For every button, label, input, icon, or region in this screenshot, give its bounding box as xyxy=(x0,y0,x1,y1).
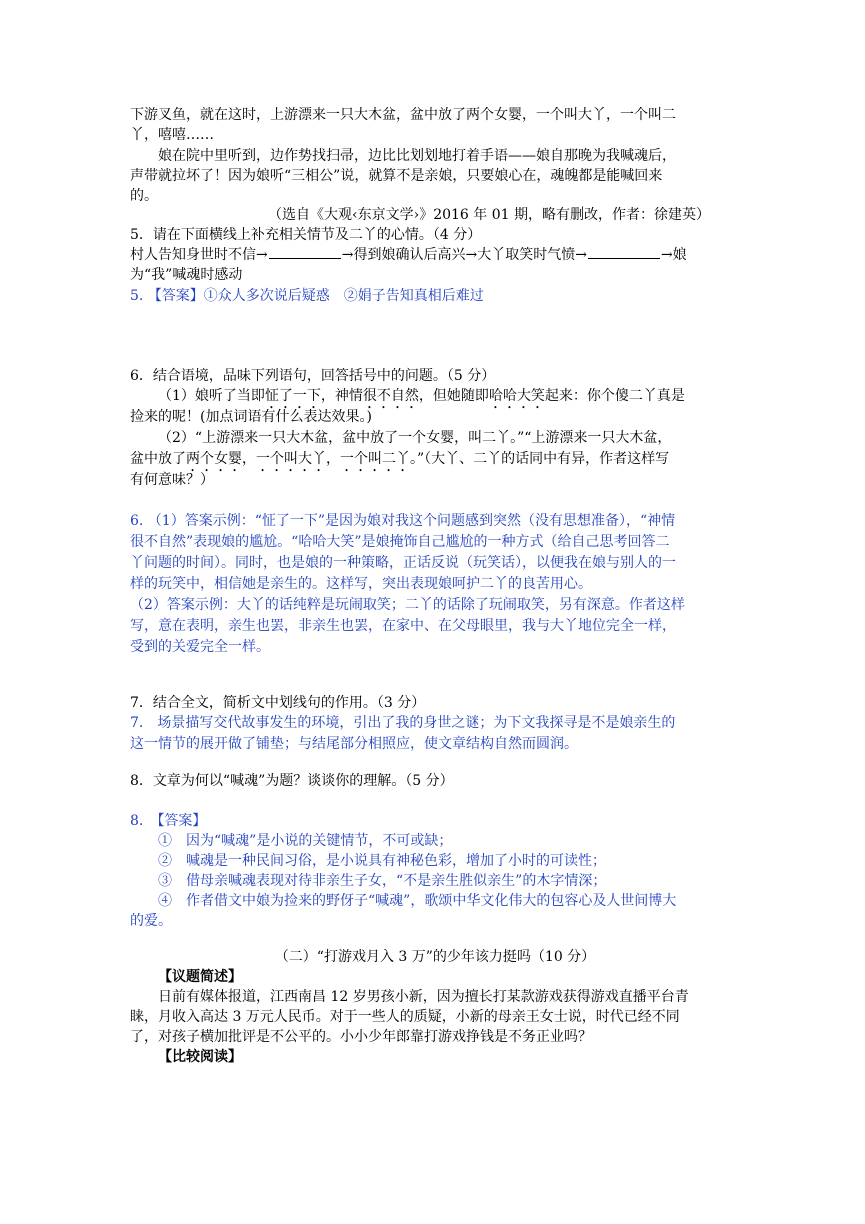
question-7: 7．结合全文，简析文中划线句的作用。（3 分） xyxy=(130,695,426,711)
paragraph-line: 日前有媒体报道，江西南昌 12 岁男孩小新，因为擅长打某款游戏获得游戏直播平台青 xyxy=(158,989,689,1005)
text: ，但她随即 xyxy=(418,388,489,404)
answer-blank xyxy=(269,246,341,259)
dotted-phrase: 哈哈大笑 xyxy=(488,388,545,404)
text: ， xyxy=(326,451,340,467)
text: 。”（大丫、二丫的话同中有异，作者这样写 xyxy=(410,451,670,467)
answer-5: 5. 【答案】①众人多次说后疑惑 ②娟子告知真相后难过 xyxy=(130,288,484,304)
answer-6-1-line: 样的玩笑中，相信她是亲生的。这样写，突出表现娘呵护二丫的良苦用心。 xyxy=(130,576,592,592)
story-line: 声带就拉坏了！因为娘听“三相公”说，就算不是亲娘，只要娘心在，魂魄都是能喊回来 xyxy=(130,168,663,184)
answer-6-1-line: 很不自然”表现娘的尴尬。“哈哈大笑”是娘掩饰自己尴尬的一种方式（给自己思考回答二 xyxy=(130,534,670,550)
question-5: 5．请在下面横线上补充相关情节及二丫的心情。（4 分） xyxy=(130,227,482,243)
text: （1）娘听了当即 xyxy=(158,388,265,404)
story-line: 下游叉鱼，就在这时，上游漂来一只大木盆，盆中放了两个女婴，一个叫大丫，一个叫二 xyxy=(130,107,676,123)
dotted-phrase: 一个叫大丫 xyxy=(256,451,326,467)
answer-8-end: 的爱。 xyxy=(130,913,172,929)
answer-7-line: 这一情节的展开做了铺垫；与结尾部分相照应，使文章结构自然而圆润。 xyxy=(130,736,578,752)
chain-text: →娘 xyxy=(660,247,687,263)
question-6-sentence-2: （2）“上游漂来一只大木盆，盆中放了一个女婴，叫二丫。”“上游漂来一只大木盆， xyxy=(158,430,672,446)
paragraph-line: 了，对孩子横加批评是不公平的。小小少年郎靠打游戏挣钱是不务正业吗？ xyxy=(130,1029,592,1045)
question-5-chain-end: 为“我”喊魂时感动 xyxy=(130,267,243,283)
source-citation: （选自《大观‹东京文学›》2016 年 01 期，略有删改，作者：徐建英） xyxy=(268,207,710,223)
answer-7-line: 7. 场景描写交代故事发生的环境，引出了我的身世之谜；为下文我探寻是不是娘亲生的 xyxy=(130,715,676,731)
text: 盆中放了 xyxy=(130,451,186,467)
dotted-phrase: 一个叫二丫 xyxy=(340,451,410,467)
section-heading: 【比较阅读】 xyxy=(158,1049,242,1065)
answer-6-1-line: 6. （1）答案示例：“怔了一下”是因为娘对我这个问题感到突然（没有思想准备），“神情 xyxy=(130,513,676,529)
story-line: 娘在院中里听到，边作势找扫帚，边比比划划地打着手语——娘自那晚为我喊魂后， xyxy=(158,148,676,164)
answer-8-heading: 8. 【答案】 xyxy=(130,813,207,829)
dotted-phrase: 很不自然 xyxy=(362,388,419,404)
answer-6-1-line: 丫问题的时间）。同时，也是娘的一种策略，正话反说（玩笑话），以便我在娘与别人的一 xyxy=(130,555,676,571)
answer-8-item: ① 因为“喊魂”是小说的关键情节，不可或缺； xyxy=(158,833,453,849)
story-line: 丫，嘻嘻…… xyxy=(130,127,214,143)
answer-8-item: ④ 作者借文中娘为捡来的野伢子“喊魂”，歌颂中华文化伟大的包容心及人世间博大 xyxy=(158,893,677,909)
section-title: （二）“打游戏月入 3 万”的少年该力挺吗（10 分） xyxy=(274,949,596,965)
section-heading: 【议题简述】 xyxy=(158,969,242,985)
answer-8-item: ③ 借母亲喊魂表现对待非亲生子女，“不是亲生胜似亲生”的木字情深； xyxy=(158,873,607,889)
answer-6-2-line: （2）答案示例：大丫的话纯粹是玩闹取笑；二丫的话除了玩闹取笑，另有深意。作者这样 xyxy=(130,597,685,613)
text: ，神情 xyxy=(320,388,363,404)
dotted-phrase: 两个女婴 xyxy=(186,451,242,467)
dotted-phrase: 怔了一下 xyxy=(264,388,321,404)
chain-text: →得到娘确认后高兴→大丫取笑时气愤→ xyxy=(341,247,587,263)
answer-blank xyxy=(588,246,660,259)
answer-6-2-line: 写，意在表明，亲生也罢，非亲生也罢，在家中、在父母眼里，我与大丫地位完全一样， xyxy=(130,618,676,634)
question-8: 8．文章为何以“喊魂”为题？谈谈你的理解。（5 分） xyxy=(130,773,454,789)
text: 起来：你个傻二丫真是 xyxy=(544,388,685,404)
question-6: 6．结合语境，品味下列语句，回答括号中的问题。（5 分） xyxy=(130,368,496,384)
text: ， xyxy=(242,451,256,467)
story-line: 的。 xyxy=(130,188,158,204)
answer-8-item: ② 喊魂是一种民间习俗，是小说具有神秘色彩，增加了小时的可读性； xyxy=(158,853,606,869)
question-6-sentence-1-cont: 捡来的呢！(加点词语有什么表达效果。) xyxy=(130,409,372,425)
question-5-chain xyxy=(130,246,740,265)
answer-6-2-line: 受到的关爱完全一样。 xyxy=(130,639,270,655)
question-6-sentence-2-end: 有何意味？） xyxy=(130,472,214,488)
chain-text: 村人告知身世时不信→ xyxy=(130,247,268,263)
paragraph-line: 睐，月收入高达 3 万元人民币。对于一些人的质疑，小新的母亲王女士说，时代已经不同 xyxy=(130,1009,680,1025)
